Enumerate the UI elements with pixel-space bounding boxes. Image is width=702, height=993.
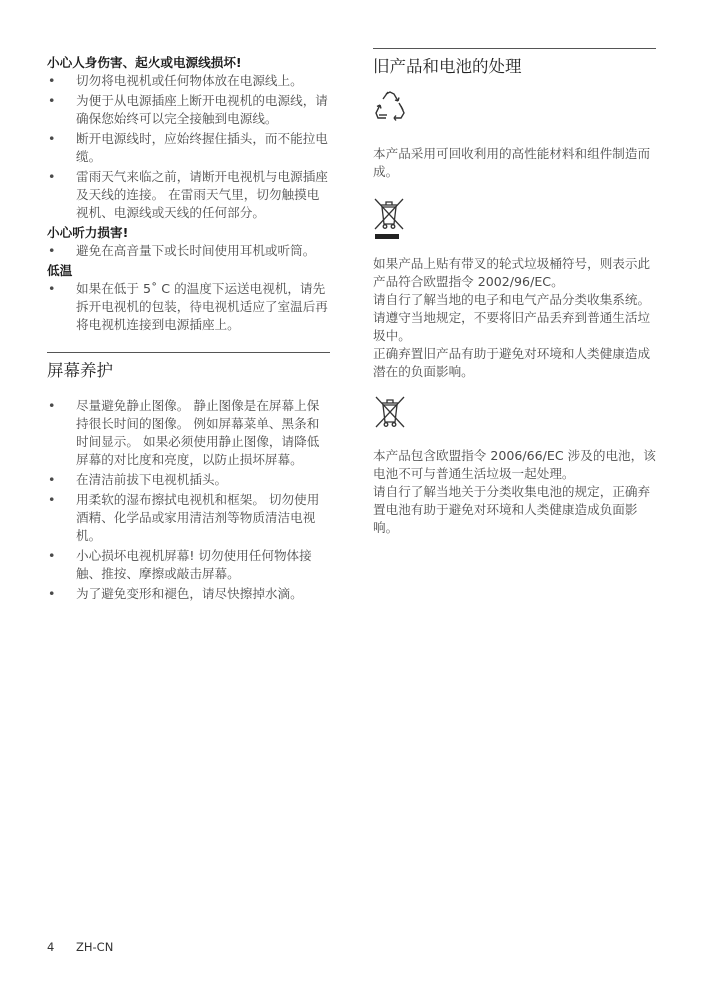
page-number: 4 [47,940,55,954]
page-footer [47,940,113,954]
disposal-title: 旧产品和电池的处理 [373,57,522,76]
recycle-text: 本产品采用可回收利用的高性能材料和组件制造而成。 [373,146,651,179]
list-item: • 尽量避免静止图像。 静止图像是在屏幕上保持很长时间的图像。 例如屏幕菜单、黑条和时间显示。 如果必须使用静止图像，请降低屏幕的对比度和亮度，以防止损坏屏幕。 [48,398,320,467]
safety-heading: 小心人身伤害、起火或电源线损坏! [47,55,242,70]
battery-text-1: 本产品包含欧盟指令 2006/66/EC 涉及的电池，该电池不可与普通生活垃圾一起处理。 [373,448,656,481]
language-code: ZH-CN [75,940,114,954]
list-item: • 如果在低于 5˚ C 的温度下运送电视机，请先拆开电视机的包装，待电视机适应了室温后再将电视机连接到电源插座上。 [48,281,328,332]
section-divider [47,352,330,353]
left-column [47,54,330,605]
hearing-heading: 小心听力损害! [47,225,129,240]
hearing-list [47,242,330,260]
crossed-bin-icon [373,197,656,247]
right-column [373,48,656,537]
screen-care-title: 屏幕养护 [47,361,113,380]
list-item: • 用柔软的湿布擦拭电视机和框架。 切勿使用酒精、化学品或家用清洁剂等物质清洁电视机。 [48,492,320,543]
weee-text-3: 请遵守当地规定，不要将旧产品丢弃到普通生活垃圾中。 [373,310,651,343]
list-item: • 切勿将电视机或任何物体放在电源线上。 [48,73,303,88]
recycle-icon [373,89,656,127]
list-item: • 小心损坏电视机屏幕! 切勿使用任何物体接触、推按、摩擦或敲击屏幕。 [48,548,312,581]
list-item: • 在清洁前拔下电视机插头。 [48,472,228,487]
weee-text-1: 如果产品上贴有带叉的轮式垃圾桶符号，则表示此产品符合欧盟指令 2002/96/EC。 [373,256,651,289]
safety-list [47,72,330,222]
list-item: • 断开电源线时，应始终握住插头，而不能拉电缆。 [48,131,328,164]
list-item: • 避免在高音量下或长时间使用耳机或听筒。 [48,243,316,258]
weee-text-2: 请自行了解当地的电子和电气产品分类收集系统。 [373,292,651,307]
list-item: • 雷雨天气来临之前，请断开电视机与电源插座及天线的连接。 在雷雨天气里，切勿触摸电视机、电源线或天线的任何部分。 [48,169,328,220]
crossed-bin-battery-icon [373,395,656,435]
low-temp-list [47,280,330,334]
screen-care-list [47,397,330,603]
low-temp-heading: 低温 [47,263,73,278]
battery-text-2: 请自行了解当地关于分类收集电池的规定，正确弃置电池有助于避免对环境和人类健康造成负面影响。 [373,484,651,535]
list-item: • 为了避免变形和褪色，请尽快擦掉水滴。 [48,586,303,601]
list-item: • 为便于从电源插座上断开电视机的电源线，请确保您始终可以完全接触到电源线。 [48,93,328,126]
section-divider [373,48,656,49]
weee-text-4: 正确弃置旧产品有助于避免对环境和人类健康造成潜在的负面影响。 [373,346,651,379]
